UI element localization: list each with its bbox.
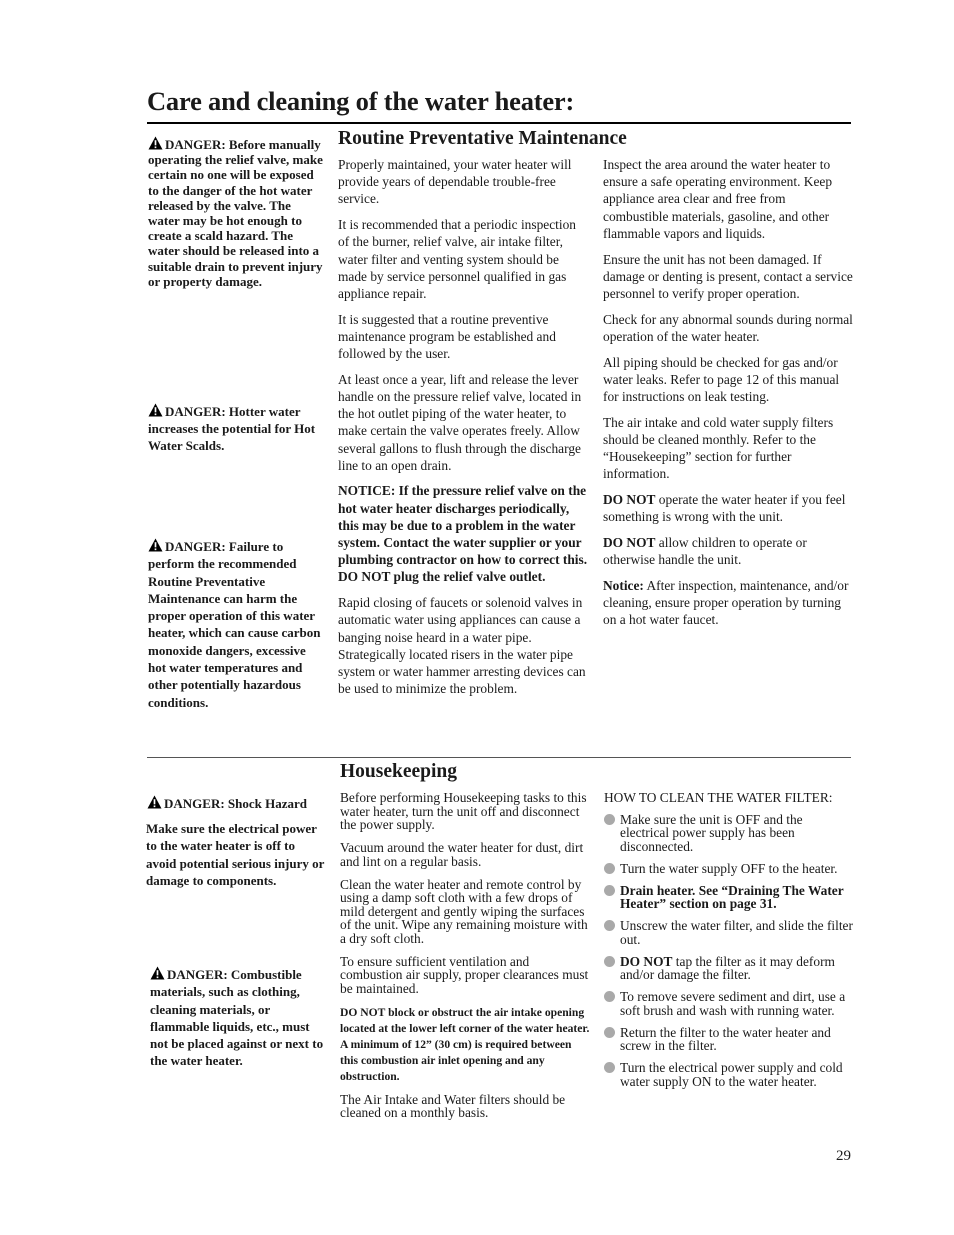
bullet-dot-icon — [604, 814, 615, 825]
danger-failure-maintenance-text: DANGER: Failure to perform the recommended Routine Preventative Maintenance can harm the proper operation of this water heater, which can cause carbon monoxide dangers, excessive — [148, 539, 321, 658]
routine-paragraph: It is recommended that a periodic inspection of the burner, relief valve, air intake filter, water filter and venting system should be made by service personnel qualified in gas appliance repair. — [338, 217, 576, 301]
routine-paragraph: The air intake and cold water supply filters should be cleaned monthly. Refer to the “Housekeeping” section for further information. — [603, 414, 834, 482]
housekeeping-title: Housekeeping — [340, 761, 458, 782]
danger-failure-maintenance — [148, 538, 322, 711]
routine-paragraph: All piping should be checked for gas and/or water leaks. Refer to page 12 of this manual for instructions on leak testing. — [603, 354, 840, 404]
housekeeping-paragraph: Clean the water heater and remote control by using a damp soft cloth with a few drops of mild detergent and gently wiping the surfaces of the unit. Wipe any remaining moisture with a dry soft cloth. — [340, 876, 588, 946]
list-item: Drain heater. See “Draining The Water Heater” section on page 31. — [604, 884, 854, 911]
list-item: To remove severe sediment and dirt, use a soft brush and wash with running water. — [604, 990, 854, 1017]
list-item: DO NOT tap the filter as it may deform and/or damage the filter. — [604, 955, 854, 982]
page-title: Care and cleaning of the water heater: — [147, 86, 575, 116]
warning-triangle-icon — [148, 136, 163, 150]
do-not-children-paragraph: DO NOT allow children to operate or otherwise handle the unit. — [603, 534, 807, 568]
routine-maintenance-title: Routine Preventative Maintenance — [338, 128, 627, 149]
danger-hotter-water — [148, 403, 324, 455]
routine-paragraph: At least once a year, lift and release the lever handle on the pressure relief valve, located in the hot outlet piping of the water heater, to make certain the valve operates freely. Allow several gallons to flush through the discharge line to an open drain. — [338, 371, 582, 473]
title-rule — [147, 122, 851, 124]
section-divider — [147, 757, 851, 758]
danger-combustible — [150, 966, 330, 1070]
warning-triangle-icon — [150, 966, 165, 980]
danger-shock-hazard-title: DANGER: Shock Hazard — [164, 796, 308, 811]
bullet-dot-icon — [604, 1027, 615, 1038]
danger-shock-hazard-body: Make sure the electrical power to the water heater is off to avoid potential serious injury or damage to components. — [146, 821, 325, 888]
routine-paragraph: It is suggested that a routine preventive maintenance program be established and followed by the user. — [338, 311, 556, 362]
bullet-dot-icon — [604, 920, 615, 931]
relief-valve-notice: NOTICE: If the pressure relief valve on the hot water heater discharges periodically, this may be due to a problem in the water system. Contact the water supplier or your plumbing contractor on how to correct this. DO NOT plug the relief valve outlet. — [338, 483, 588, 585]
filter-steps-list — [604, 813, 854, 1089]
list-item: Return the filter to the water heater and screw in the filter. — [604, 1026, 854, 1053]
air-intake-notice: DO NOT block or obstruct the air intake opening located at the lower left corner of the water heater. A minimum of 12” (30 cm) is required between this combustion air inlet opening and any obstruction. — [340, 1005, 590, 1083]
list-item: Make sure the unit is OFF and the electrical power supply has been disconnected. — [604, 813, 854, 854]
list-item: Turn the water supply OFF to the heater. — [604, 862, 854, 876]
housekeeping-left-column — [340, 791, 590, 1129]
water-filter-instructions — [604, 791, 854, 1097]
danger-hotter-water-text: DANGER: Hotter water increases the potential for Hot Water Scalds. — [148, 404, 316, 454]
danger-failure-maintenance-cont: hot water temperatures and other potentially hazardous conditions. — [148, 660, 303, 710]
housekeeping-paragraph: To ensure sufficient ventilation and combustion air supply, proper clearances must be maintained. — [340, 953, 589, 996]
routine-paragraph: Properly maintained, your water heater will provide years of dependable trouble-free service. — [338, 157, 572, 207]
bullet-dot-icon — [604, 885, 615, 896]
routine-right-column — [603, 156, 853, 637]
bullet-dot-icon — [604, 863, 615, 874]
danger-combustible-text: DANGER: Combustible materials, such as clothing, cleaning materials, or flammable liquids, etc., must not be placed against or next to the water heater. — [150, 967, 324, 1069]
bullet-dot-icon — [604, 991, 615, 1002]
routine-paragraph: Ensure the unit has not been damaged. If damage or denting is present, contact a service personnel to verify proper operation. — [603, 251, 853, 301]
list-item: Turn the electrical power supply and cold water supply ON to the water heater. — [604, 1061, 854, 1088]
filter-heading: HOW TO CLEAN THE WATER FILTER: — [604, 790, 833, 805]
warning-triangle-icon — [147, 795, 162, 809]
do-not-operate-paragraph: DO NOT operate the water heater if you feel something is wrong with the unit. — [603, 491, 846, 525]
housekeeping-paragraph: Vacuum around the water heater for dust, dirt and lint on a regular basis. — [340, 840, 584, 869]
routine-left-column — [338, 156, 588, 706]
bullet-dot-icon — [604, 956, 615, 967]
danger-shock-hazard — [147, 795, 329, 811]
housekeeping-paragraph: Before performing Housekeeping tasks to this water heater, turn the unit off and disconnect the power supply. — [340, 790, 587, 832]
routine-paragraph: Rapid closing of faucets or solenoid valves in automatic water using appliances can cause a banging noise heard in a water pipe. Strategically located risers in the water pipe system or water hammer arresting devices can be used to minimize the problem. — [338, 595, 586, 697]
list-item: Unscrew the water filter, and slide the filter out. — [604, 919, 854, 946]
inspection-notice-paragraph: Notice: After inspection, maintenance, and/or cleaning, ensure proper operation by turning on a hot water faucet. — [603, 577, 849, 628]
routine-paragraph: Check for any abnormal sounds during normal operation of the water heater. — [603, 311, 853, 344]
filters-note: The Air Intake and Water filters should be cleaned on a monthly basis. — [340, 1091, 566, 1120]
danger-relief-valve — [148, 136, 324, 289]
warning-triangle-icon — [148, 403, 163, 417]
page-number: 29 — [836, 1148, 851, 1164]
routine-paragraph: Inspect the area around the water heater to ensure a safe operating environment. Keep appliance area clear and free from combustible materials, gasoline, and other flammable vapors and liquids. — [603, 157, 833, 241]
bullet-dot-icon — [604, 1062, 615, 1073]
warning-triangle-icon — [148, 538, 163, 552]
danger-relief-valve-text: DANGER: Before manually operating the relief valve, make certain no one will be exposed to the danger of the hot water released by the valve. The water may be hot enough to create a scald hazard. The water should be released into a suitable drain to prevent injury or property damage. — [148, 137, 323, 289]
